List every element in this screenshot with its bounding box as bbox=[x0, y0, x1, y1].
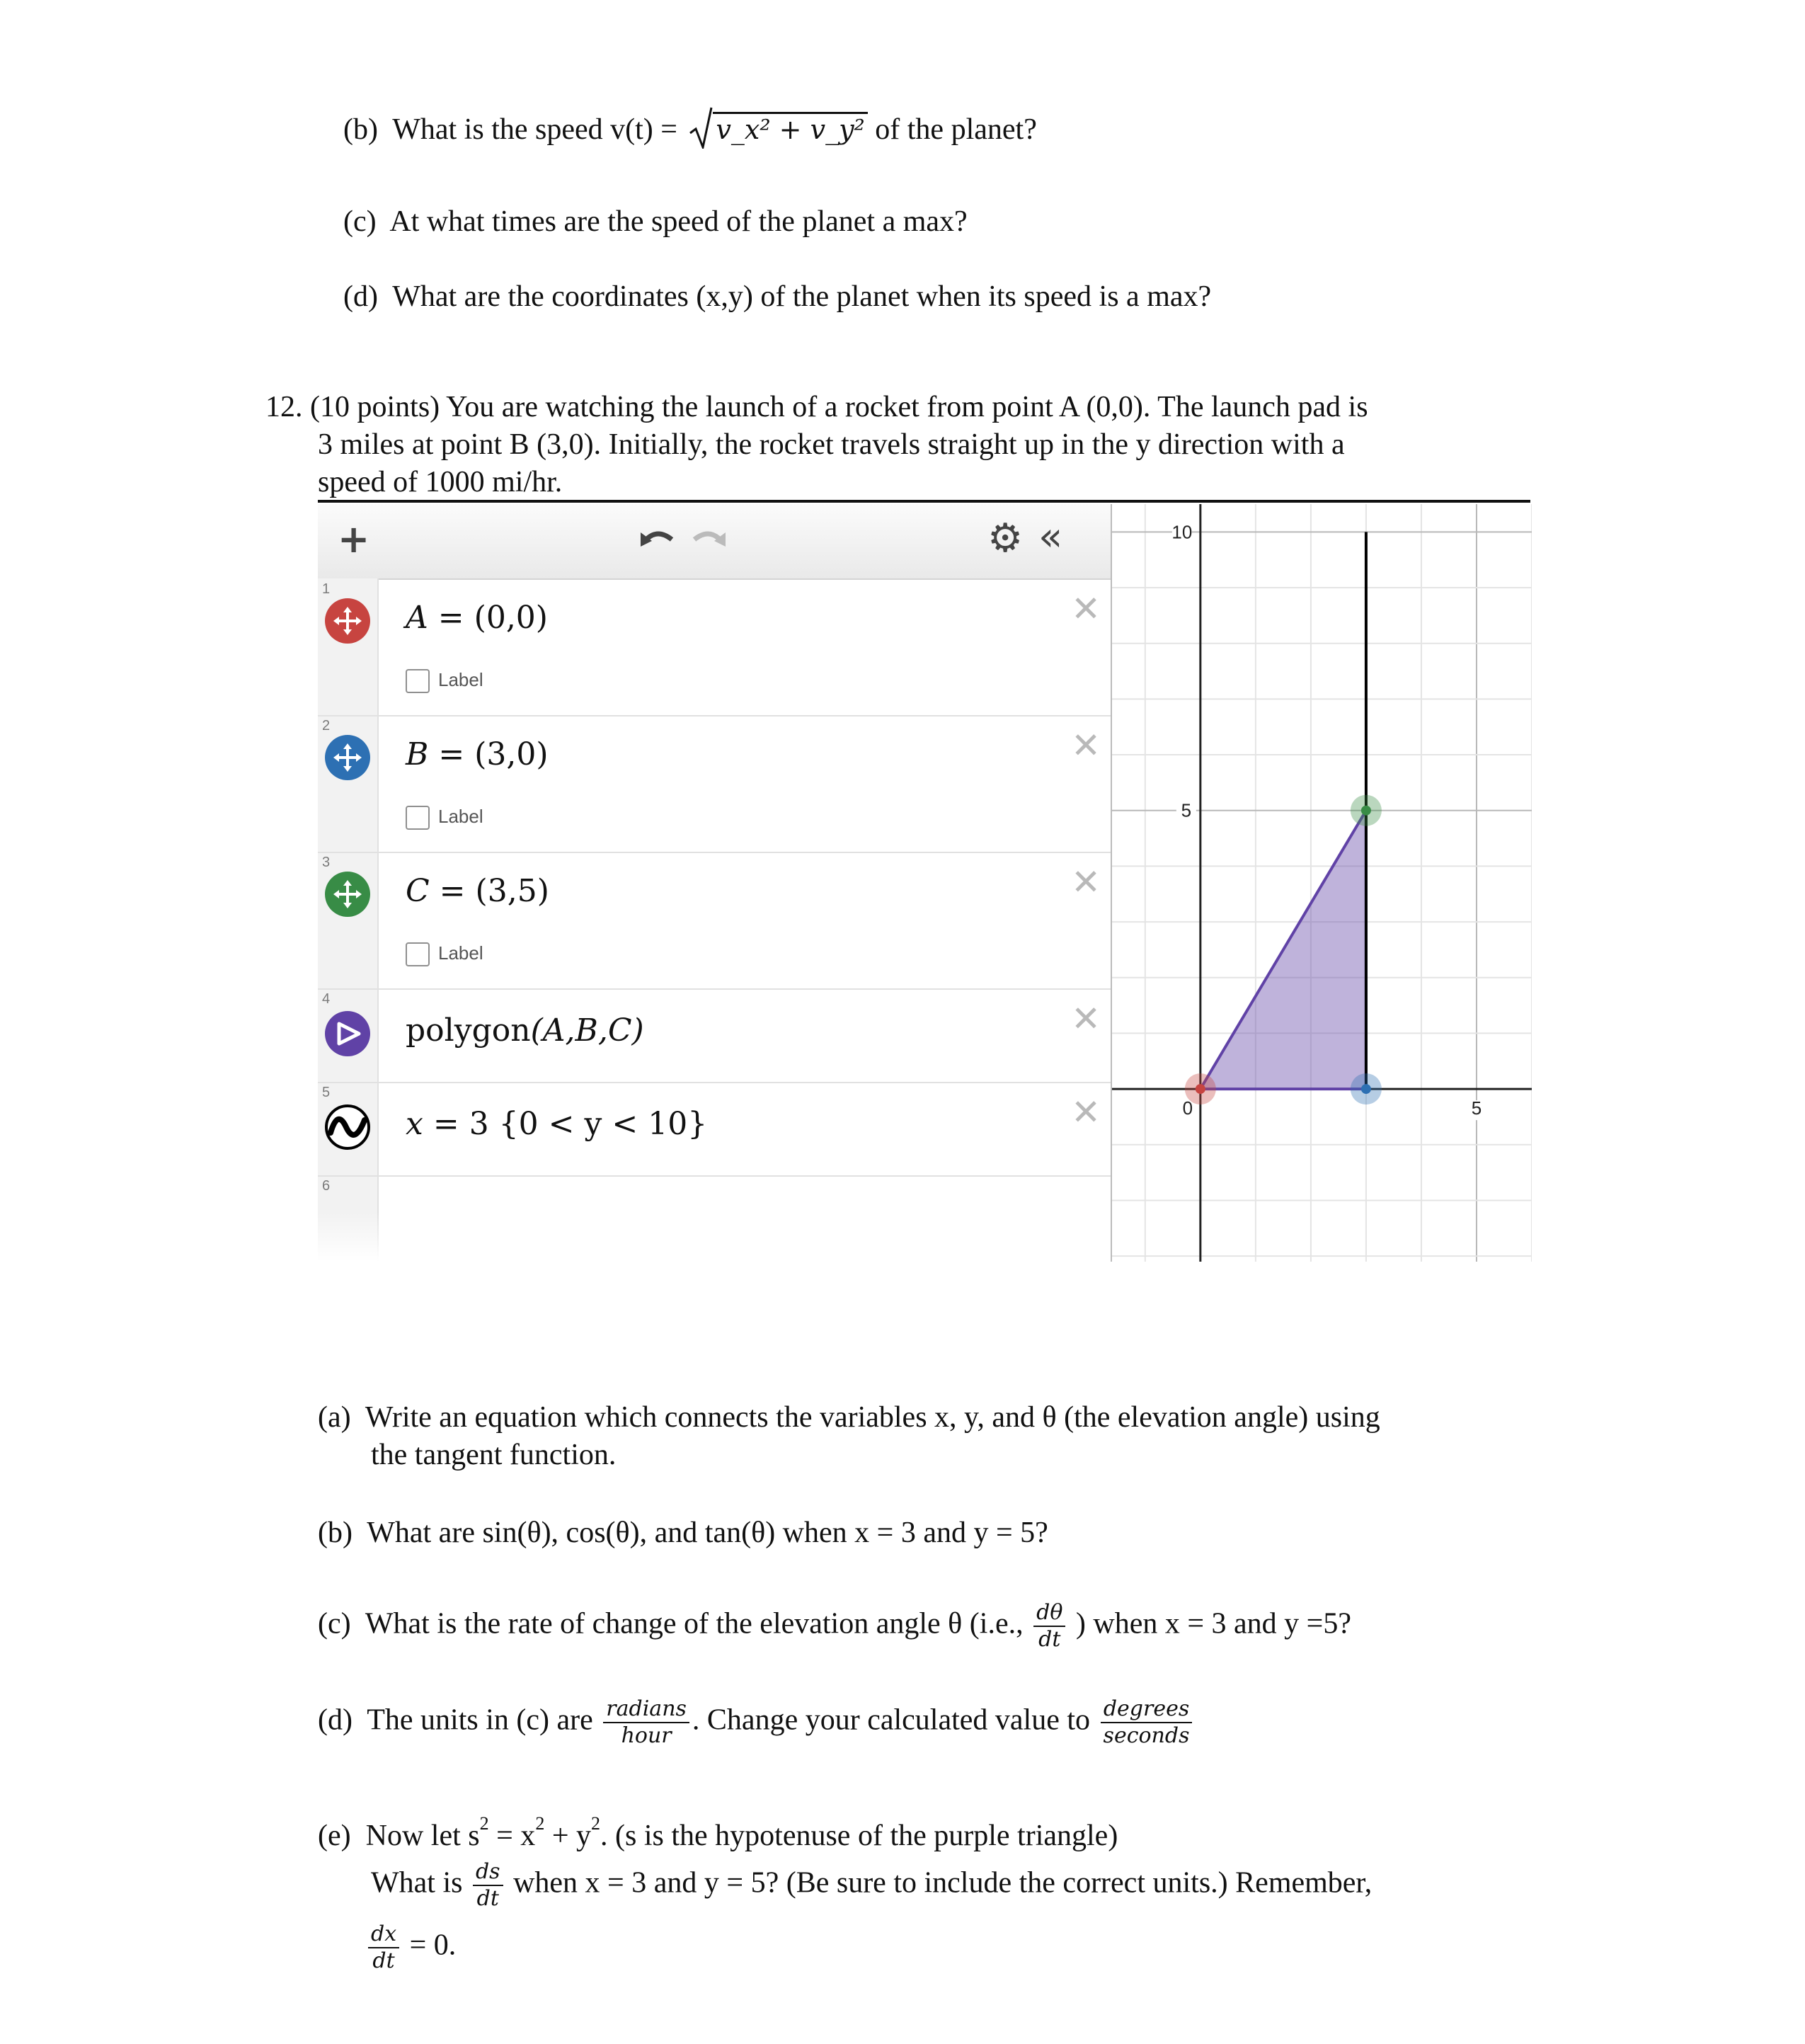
radians-per-hour-fraction: $\frac{\text{radians}}{\text{hour}}$ bbox=[603, 1696, 689, 1749]
q11-part-c bbox=[343, 202, 968, 241]
expression-row-c[interactable] bbox=[318, 852, 1111, 990]
part-b bbox=[318, 1514, 1048, 1552]
row-number: 2 bbox=[322, 718, 331, 733]
part-b-label: (b) bbox=[318, 1517, 353, 1549]
part-e-text: Now let $s^2 = x^2 + y^2$. (s is the hypotenuse of the purple triangle) bbox=[365, 1813, 1118, 1852]
part-e-label: (e) bbox=[318, 1820, 351, 1852]
label-text: Label bbox=[438, 942, 483, 964]
q12-line-2: 3 miles at point B (3,0). Initially, the rocket travels straight up in the y direction with a bbox=[318, 428, 1345, 461]
part-d-text: The units in (c) are bbox=[367, 1703, 593, 1737]
graph-canvas[interactable] bbox=[1112, 504, 1532, 1262]
redo-icon[interactable] bbox=[692, 525, 730, 556]
q12-line-1: 12. (10 points) You are watching the launch of a rocket from point A (0,0). The launch pad is bbox=[265, 391, 1368, 423]
dtheta-dt-fraction: $\frac{d\theta}{dt}$ bbox=[1033, 1600, 1065, 1652]
delete-icon[interactable]: ✕ bbox=[1071, 1092, 1101, 1133]
point-b bbox=[1361, 1084, 1371, 1094]
row-number: 1 bbox=[322, 581, 331, 597]
q11-b-text: What is the speed v(t) = bbox=[392, 113, 677, 146]
x-tick-label: 5 bbox=[1471, 1097, 1482, 1119]
y-tick-label: 10 bbox=[1171, 521, 1193, 543]
expression-row-segment[interactable] bbox=[318, 1082, 1111, 1177]
delete-icon[interactable]: ✕ bbox=[1071, 725, 1101, 766]
label-text: Label bbox=[438, 669, 483, 690]
expression-panel bbox=[318, 504, 1111, 1262]
graph-area[interactable] bbox=[1111, 504, 1532, 1262]
q11-b-label: (b) bbox=[343, 113, 378, 146]
polygon-icon[interactable] bbox=[325, 1011, 370, 1056]
part-a-label: (a) bbox=[318, 1401, 351, 1434]
speed-formula-radicand: v_x² + v_y² bbox=[713, 112, 867, 145]
expression-toolbar bbox=[318, 504, 1111, 580]
part-d-mid: . Change your calculated value to bbox=[692, 1703, 1091, 1737]
row-number: 6 bbox=[322, 1178, 331, 1194]
label-checkbox[interactable] bbox=[406, 669, 430, 693]
q11-c-label: (c) bbox=[343, 205, 377, 238]
ds-dt-fraction: $\frac{ds}{dt}$ bbox=[473, 1859, 503, 1912]
dx-dt-fraction: $\frac{dx}{dt}$ bbox=[368, 1922, 399, 1974]
q12-line-3: speed of 1000 mi/hr. bbox=[318, 466, 563, 498]
part-d-label: (d) bbox=[318, 1703, 353, 1737]
part-e-what-is: What is bbox=[371, 1866, 463, 1900]
collapse-icon[interactable]: « bbox=[1038, 514, 1063, 560]
expression-a[interactable]: A = (0,0) bbox=[406, 600, 548, 636]
part-e-line-3 bbox=[368, 1922, 456, 1974]
part-e-line-1 bbox=[318, 1813, 1118, 1855]
undo-icon[interactable] bbox=[636, 525, 675, 556]
panel-fade bbox=[318, 1212, 1111, 1262]
label-checkbox[interactable] bbox=[406, 806, 430, 830]
expression-b[interactable]: B = (3,0) bbox=[406, 736, 549, 772]
point-a bbox=[1196, 1084, 1205, 1094]
degrees-per-second-fraction: $\frac{\text{degrees}}{\text{seconds}}$ bbox=[1101, 1696, 1193, 1749]
label-checkbox[interactable] bbox=[406, 942, 430, 966]
curve-icon[interactable] bbox=[325, 1104, 370, 1150]
row-number: 5 bbox=[322, 1085, 331, 1100]
row-number: 3 bbox=[322, 855, 331, 870]
expression-row-polygon[interactable] bbox=[318, 988, 1111, 1083]
label-text: Label bbox=[438, 806, 483, 827]
q11-b-tail: of the planet? bbox=[875, 113, 1037, 146]
part-c-label: (c) bbox=[318, 1607, 351, 1640]
delete-icon[interactable]: ✕ bbox=[1071, 998, 1101, 1039]
part-b-text: What are sin(θ), cos(θ), and tan(θ) when x = 3 and y = 5? bbox=[367, 1517, 1048, 1549]
q11-part-d bbox=[343, 278, 1211, 316]
delete-icon[interactable]: ✕ bbox=[1071, 588, 1101, 629]
expression-row-a[interactable] bbox=[318, 578, 1111, 716]
expression-polygon[interactable]: polygon(A,B,C) bbox=[406, 1012, 644, 1049]
part-c-tail: ) when x = 3 and y =5? bbox=[1075, 1607, 1351, 1640]
q11-d-text: What are the coordinates (x,y) of the planet when its speed is a max? bbox=[392, 280, 1212, 313]
delete-icon[interactable]: ✕ bbox=[1071, 862, 1101, 903]
q11-part-b bbox=[343, 110, 1037, 149]
sqrt-icon bbox=[689, 106, 713, 149]
x-tick-label: 0 bbox=[1182, 1097, 1193, 1119]
move-point-b-icon[interactable] bbox=[325, 735, 370, 780]
part-a-text: Write an equation which connects the variables x, y, and θ (the elevation angle) using bbox=[365, 1401, 1380, 1434]
gear-icon[interactable]: ⚙ bbox=[987, 515, 1024, 561]
part-d bbox=[318, 1696, 1195, 1749]
q11-c-text: At what times are the speed of the planet a max? bbox=[389, 205, 968, 238]
y-tick-label: 5 bbox=[1181, 799, 1192, 821]
part-e-equals-zero: = 0. bbox=[409, 1929, 457, 1962]
move-point-a-icon[interactable] bbox=[325, 598, 370, 644]
expression-segment[interactable]: x = 3 {0 < y < 10} bbox=[406, 1106, 708, 1142]
q11-d-label: (d) bbox=[343, 280, 378, 313]
part-e-line-2-text: when x = 3 and y = 5? (Be sure to include the correct units.) Remember, bbox=[513, 1866, 1373, 1900]
add-icon[interactable]: + bbox=[338, 517, 370, 561]
part-a-line-1 bbox=[318, 1398, 1380, 1437]
point-c bbox=[1361, 806, 1371, 816]
expression-c[interactable]: C = (3,5) bbox=[406, 873, 549, 909]
row-number: 4 bbox=[322, 991, 331, 1007]
expression-row-b[interactable] bbox=[318, 715, 1111, 853]
part-c bbox=[318, 1600, 1351, 1652]
part-a-line-2: the tangent function. bbox=[371, 1439, 617, 1471]
triangle-polygon bbox=[1201, 811, 1366, 1089]
part-c-text: What is the rate of change of the elevation angle θ (i.e., bbox=[365, 1607, 1024, 1640]
part-e-line-2 bbox=[371, 1859, 1372, 1912]
move-point-c-icon[interactable] bbox=[325, 872, 370, 917]
speed-formula bbox=[689, 110, 867, 149]
figure-top-rule bbox=[318, 500, 1530, 503]
